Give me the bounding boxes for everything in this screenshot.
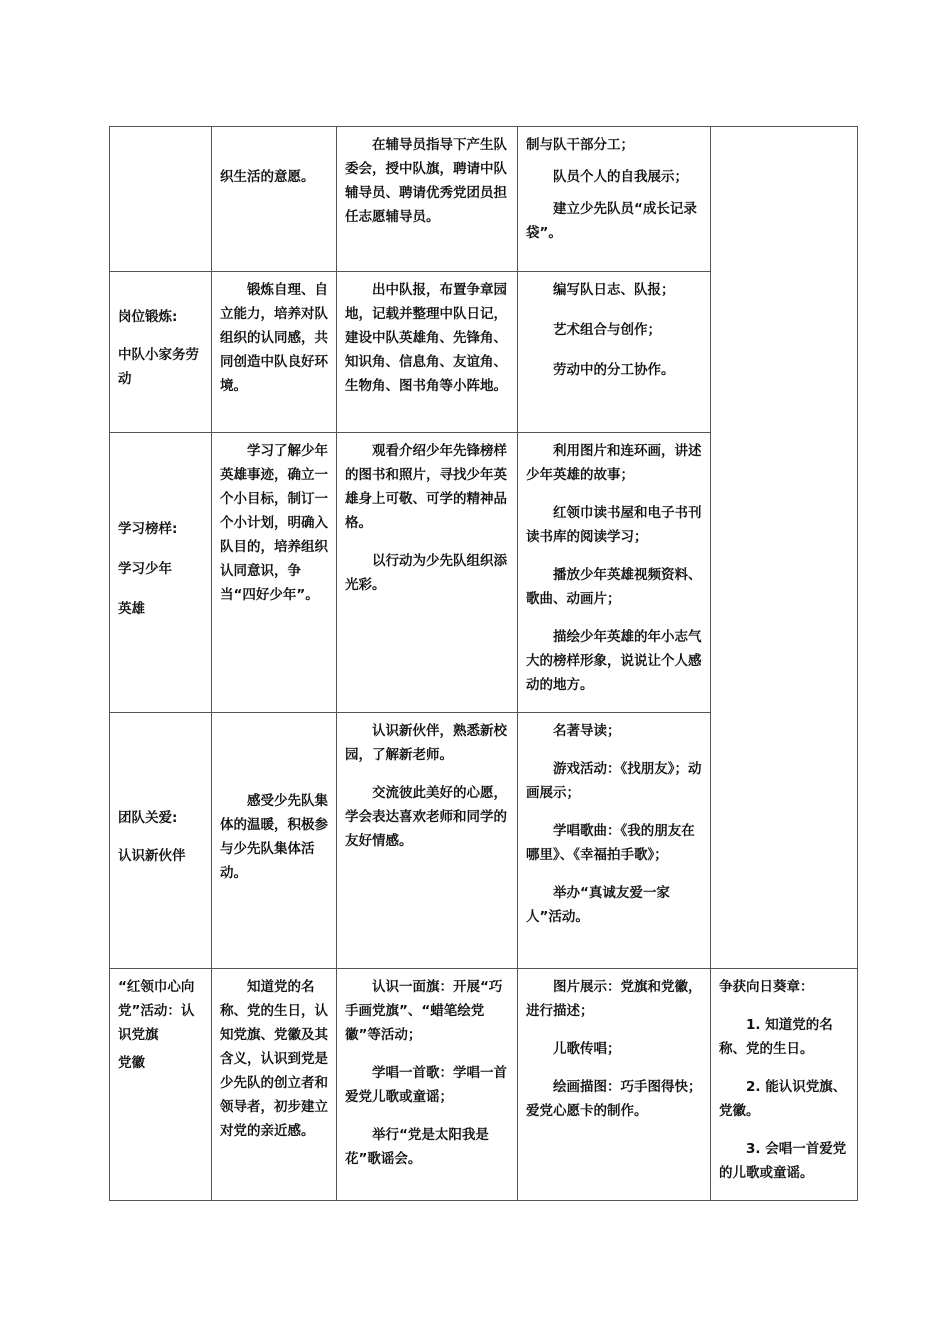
method-text: 举办“真诚友爱一家人”活动。 [526, 885, 670, 925]
cell-topic [110, 127, 212, 272]
badge-item: 3. 会唱一首爱党的儿歌或童谣。 [719, 1141, 847, 1181]
method-text: 儿歌传唱； [553, 1041, 621, 1057]
cell-topic [110, 433, 212, 713]
content-text: 认识一面旗：开展“巧手画党旗”、“蜡笔绘党徽”等活动； [345, 979, 503, 1043]
content-text: 学唱一首歌：学唱一首爱党儿歌或童谣； [345, 1065, 507, 1105]
cell-content [337, 127, 518, 272]
cell-goal [212, 433, 337, 713]
cell-method [518, 433, 711, 713]
content-text: 以行动为少先队组织添光彩。 [345, 553, 507, 593]
method-text: 艺术组合与创作； [553, 322, 661, 338]
content-text: 在辅导员指导下产生队委会，授中队旗，聘请中队辅导员、聘请优秀党团员担任志愿辅导员。 [345, 137, 507, 225]
cell-method [518, 272, 711, 433]
method-text: 描绘少年英雄的年小志气大的榜样形象，说说让个人感动的地方。 [526, 629, 702, 693]
goal-text: 知道党的名称、党的生日，认知党旗、党徽及其含义，认识到党是少先队的创立者和领导者，初步建立对党的亲近感。 [220, 979, 328, 1139]
method-text: 绘画描图：巧手图得快；爱党心愿卡的制作。 [526, 1079, 702, 1119]
topic-text: 认识新伙伴 [118, 847, 186, 864]
method-text: 学唱歌曲：《我的朋友在哪里》、《幸福拍手歌》； [526, 823, 695, 863]
cell-content [337, 433, 518, 713]
table-row [110, 969, 858, 1201]
goal-text: 学习了解少年英雄事迹，确立一个小目标，制订一个小计划，明确入队目的，培养组织认同意识，争当“四好少年”。 [220, 443, 328, 603]
cell-badge-empty [711, 127, 858, 969]
cell-content [337, 713, 518, 969]
method-text: 名著导读； [553, 723, 621, 739]
content-text: 交流彼此美好的心愿，学会表达喜欢老师和同学的友好情感。 [345, 785, 507, 849]
method-text: 编写队日志、队报； [553, 282, 675, 298]
cell-goal [212, 713, 337, 969]
topic-text: 岗位锻炼: [118, 309, 178, 325]
cell-topic [110, 713, 212, 969]
cell-method [518, 127, 711, 272]
content-text: 认识新伙伴，熟悉新校园，了解新老师。 [345, 723, 507, 763]
method-text: 图片展示：党旗和党徽，进行描述； [526, 979, 702, 1019]
topic-text: “红领巾心向党”活动：认识党旗 [118, 979, 195, 1043]
content-text: 举行“党是太阳我是花”歌谣会。 [345, 1127, 489, 1167]
cell-content [337, 272, 518, 433]
content-text: 出中队报，布置争章园地，记载并整理中队日记，建设中队英雄角、先锋角、知识角、信息角、友谊角、生物角、图书角等小阵地。 [345, 282, 507, 394]
cell-topic [110, 272, 212, 433]
goal-text: 织生活的意愿。 [220, 169, 315, 185]
cell-goal [212, 127, 337, 272]
badge-title: 争获向日葵章： [719, 979, 814, 995]
cell-badge [711, 969, 858, 1201]
topic-text: 学习榜样: [118, 520, 178, 537]
method-text: 队员个人的自我展示； [553, 169, 688, 185]
badge-item: 1. 知道党的名称、党的生日。 [719, 1017, 833, 1057]
goal-text: 锻炼自理、自立能力，培养对队组织的认同感，共同创造中队良好环境。 [220, 282, 328, 394]
cell-content [337, 969, 518, 1201]
topic-text: 中队小家务劳动 [118, 347, 199, 387]
badge-item: 2. 能认识党旗、党徽。 [719, 1079, 847, 1119]
cell-goal [212, 969, 337, 1201]
method-text: 利用图片和连环画，讲述少年英雄的故事； [526, 443, 702, 483]
method-text: 制与队干部分工； [526, 137, 634, 153]
cell-method [518, 969, 711, 1201]
activity-table [109, 126, 858, 1201]
method-text: 劳动中的分工协作。 [553, 362, 675, 378]
topic-text: 英雄 [118, 600, 145, 617]
topic-text: 党徽 [118, 1055, 145, 1071]
topic-text: 学习少年 [118, 560, 172, 577]
topic-text: 团队关爱: [118, 809, 178, 826]
content-text: 观看介绍少年先锋榜样的图书和照片，寻找少年英雄身上可敬、可学的精神品格。 [345, 443, 507, 531]
goal-text: 感受少先队集体的温暖，积极参与少先队集体活动。 [220, 792, 328, 881]
table-row [110, 127, 858, 272]
method-text: 红领巾读书屋和电子书刊读书库的阅读学习； [526, 505, 702, 545]
cell-goal [212, 272, 337, 433]
cell-topic [110, 969, 212, 1201]
cell-method [518, 713, 711, 969]
method-text: 播放少年英雄视频资料、歌曲、动画片； [526, 567, 702, 607]
method-text: 建立少先队员“成长记录袋”。 [526, 201, 697, 241]
method-text: 游戏活动：《找朋友》；动画展示； [526, 761, 702, 801]
